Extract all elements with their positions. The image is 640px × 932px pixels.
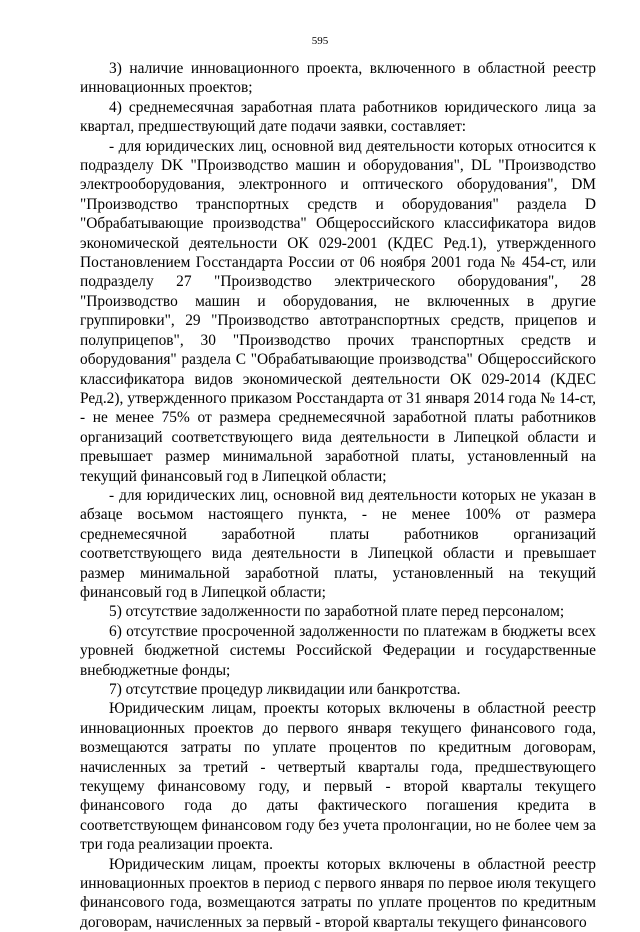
paragraph-manufacturing-wage-condition: - для юридических лиц, основной вид деятельности которых относится к подразделу DK "Производство машин и оборудования", DL "Производство электрооборудования, электронного и оптического оборудования", DM "Производство транспортных средств и оборудования" раздела D "Обрабатывающие производства" Общероссийского классификатора видов экономической деятельности ОК 029-2001 (КДЕС Ред.1), утвержденного Постановлением Госстандарта России от 06 ноября 2001 года № 454-ст, или подразделу 27 "Производство электрического оборудования", 28 "Производство машин и оборудования, не включенных в другие группировки", 29 "Производство автотранспортных средств, прицепов и полуприцепов", 30 "Производство прочих транспортных средств и оборудования" раздела С "Обрабатывающие производства" Общероссийского классификатора видов экономической деятельности ОК 029-2014 (КДЕС Ред.2), утвержденного приказом Росстандарта от 31 января 2014 года № 14-ст, - не менее 75% от размера среднемесячной заработной платы работников организаций соответствующего вида деятельности в Липецкой области и превышает размер минимальной заработной платы, установленный на текущий финансовый год в Липецкой области; <box>80 137 596 485</box>
paragraph-criterion-4: 4) среднемесячная заработная плата работников юридического лица за квартал, предшествующий дате подачи заявки, составляет: <box>80 98 596 136</box>
paragraph-other-wage-condition: - для юридических лиц, основной вид деятельности которых не указан в абзаце восьмом настоящего пункта, - не менее 100% от размера среднемесячной заработной платы работников организаций соответствующего вида деятельности в Липецкой области и превышает размер минимальной заработной платы, установленный на текущий финансовый год в Липецкой области; <box>80 486 596 601</box>
paragraph-criterion-3: 3) наличие инновационного проекта, включенного в областной реестр инновационных проектов; <box>80 60 596 97</box>
paragraph-criterion-7: 7) отсутствие процедур ликвидации или банкротства. <box>109 681 461 698</box>
page-number: 595 <box>311 35 329 47</box>
paragraph-criterion-5: 5) отсутствие задолженности по заработной плате перед персоналом; <box>109 603 565 621</box>
document-body <box>80 59 596 932</box>
paragraph-reimbursement-january-july: Юридическим лицам, проекты которых включены в областной реестр инновационных проектов в период с первого января по первое июля текущего финансового года, возмещаются затраты по уплате процентов по кредитным договорам, начисленных за первый - второй кварталы текущего финансового <box>80 855 596 931</box>
paragraph-criterion-6: 6) отсутствие просроченной задолженности по платежам в бюджеты всех уровней бюджетной системы Российской Федерации и государственные внебюджетные фонды; <box>80 622 596 679</box>
paragraph-reimbursement-before-january: Юридическим лицам, проекты которых включены в областной реестр инновационных проектов до первого января текущего финансового года, возмещаются затраты по уплате процентов по кредитным договорам, начисленных за третий - четвертый кварталы года, предшествующего текущему финансовому году, и первый - второй кварталы текущего финансового года до даты фактического погашения кредита в соответствующем финансовом году без учета пролонгации, но не более чем за три года реализации проекта. <box>80 700 596 854</box>
